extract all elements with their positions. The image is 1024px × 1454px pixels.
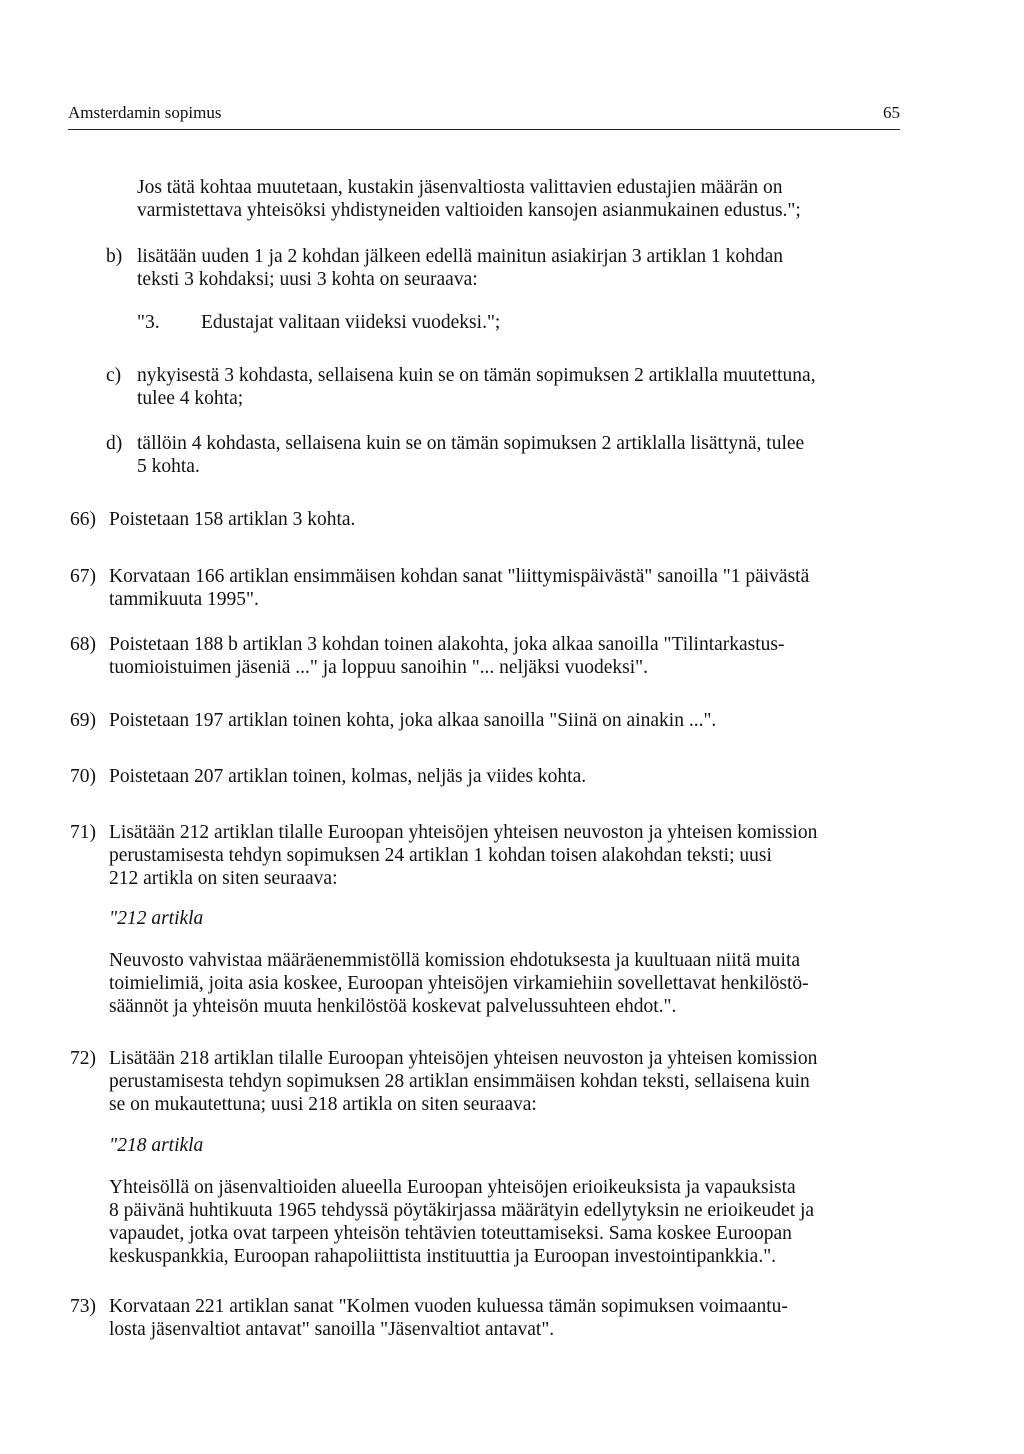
text-line: Korvataan 166 artiklan ensimmäisen kohdan sanat "liittymispäivästä" sanoilla "1 päivästä — [109, 566, 810, 587]
article-218-text — [109, 1176, 899, 1268]
paragraph-66 — [109, 508, 899, 531]
item-d — [137, 432, 899, 478]
text-line: Poistetaan 158 artiklan 3 kohta. — [109, 509, 356, 530]
text-line: Lisätään 218 artiklan tilalle Euroopan yhteisöjen yhteisen neuvoston ja yhteisen komission — [109, 1048, 818, 1069]
text-line: 212 artikla on siten seuraava: — [109, 868, 338, 889]
text-line: toimielimiä, joita asia koskee, Euroopan yhteisöjen virkamiehiin sovellettavat henkilöstö- — [109, 973, 809, 994]
item-label-d: d) — [106, 433, 123, 454]
paragraph-number-71: 71) — [70, 822, 96, 843]
running-title: Amsterdamin sopimus — [68, 103, 222, 122]
text-line: nykyisestä 3 kohdasta, sellaisena kuin se on tämän sopimuksen 2 artiklalla muutettuna, — [137, 365, 816, 386]
text-line: tulee 4 kohta; — [137, 388, 244, 409]
paragraph-68 — [109, 633, 899, 679]
paragraph-number-68: 68) — [70, 634, 96, 655]
text-line: tällöin 4 kohdasta, sellaisena kuin se on tämän sopimuksen 2 artiklalla lisättynä, tulee — [137, 433, 805, 454]
text-line: 8 päivänä huhtikuuta 1965 tehdyssä pöytäkirjassa määrätyin edellytyksin ne erioikeudet ja — [109, 1200, 815, 1221]
text-line: perustamisesta tehdyn sopimuksen 24 artiklan 1 kohdan toisen alakohdan teksti; uusi — [109, 845, 772, 866]
item-label-b: b) — [106, 246, 123, 267]
text-line: Korvataan 221 artiklan sanat "Kolmen vuoden kuluessa tämän sopimuksen voimaantu- — [109, 1296, 788, 1317]
paragraph-70 — [109, 765, 899, 788]
article-212-heading: "212 artikla — [109, 908, 204, 929]
paragraph-73 — [109, 1295, 899, 1341]
text-line: Lisätään 212 artiklan tilalle Euroopan yhteisöjen yhteisen neuvoston ja yhteisen komission — [109, 822, 818, 843]
paragraph-72 — [109, 1047, 899, 1116]
paragraph-number-69: 69) — [70, 710, 96, 731]
item-label-c: c) — [106, 365, 122, 386]
text-line: varmistettava yhteisöksi yhdistyneiden valtioiden kansojen asianmukainen edustus."; — [137, 200, 801, 221]
paragraph-number-66: 66) — [70, 509, 96, 530]
item-b — [137, 245, 899, 291]
article-212-text — [109, 949, 899, 1018]
text-line: tammikuuta 1995". — [109, 589, 259, 610]
intro-paragraph — [137, 176, 899, 222]
text-line: teksti 3 kohdaksi; uusi 3 kohta on seuraava: — [137, 269, 478, 290]
page-header — [68, 103, 900, 130]
paragraph-69 — [109, 709, 899, 732]
text-line: Jos tätä kohtaa muutetaan, kustakin jäsenvaltiosta valittavien edustajien määrän on — [137, 177, 783, 198]
text-line: Poistetaan 207 artiklan toinen, kolmas, neljäs ja viides kohta. — [109, 766, 587, 787]
article-218-heading: "218 artikla — [109, 1135, 204, 1156]
paragraph-number-70: 70) — [70, 766, 96, 787]
text-line: Poistetaan 188 b artiklan 3 kohdan toinen alakohta, joka alkaa sanoilla "Tilintarkastus- — [109, 634, 785, 655]
item-c — [137, 364, 899, 410]
paragraph-number-67: 67) — [70, 566, 96, 587]
paragraph-number-73: 73) — [70, 1296, 96, 1317]
text-line: tuomioistuimen jäseniä ..." ja loppuu sanoihin "... neljäksi vuodeksi". — [109, 657, 648, 678]
text-line: losta jäsenvaltiot antavat" sanoilla "Jäsenvaltiot antavat". — [109, 1319, 555, 1340]
text-line: lisätään uuden 1 ja 2 kohdan jälkeen edellä mainitun asiakirjan 3 artiklan 1 kohdan — [137, 246, 784, 267]
text-line: Poistetaan 197 artiklan toinen kohta, joka alkaa sanoilla "Siinä on ainakin ...". — [109, 710, 717, 731]
text-line: vapaudet, jotka ovat tarpeen yhteisön tehtävien toteuttamiseksi. Sama koskee Euroopan — [109, 1223, 792, 1244]
text-line: keskuspankkia, Euroopan rahapoliittista instituuttia ja Euroopan investointipankkia.". — [109, 1246, 777, 1267]
paragraph-71 — [109, 821, 899, 890]
text-line: Yhteisöllä on jäsenvaltioiden alueella Euroopan yhteisöjen erioikeuksista ja vapauksista — [109, 1177, 796, 1198]
paragraph-67 — [109, 565, 899, 611]
text-line: Neuvosto vahvistaa määräenemmistöllä komission ehdotuksesta ja kuultuaan niitä muita — [109, 950, 801, 971]
text-line: se on mukautettuna; uusi 218 artikla on siten seuraava: — [109, 1094, 537, 1115]
paragraph-number-72: 72) — [70, 1048, 96, 1069]
text-line: säännöt ja yhteisön muuta henkilöstöä koskevat palvelussuhteen ehdot.". — [109, 996, 677, 1017]
quote-label-3: "3. — [137, 312, 160, 333]
text-line: perustamisesta tehdyn sopimuksen 28 artiklan ensimmäisen kohdan teksti, sellaisena kuin — [109, 1071, 810, 1092]
text-line: 5 kohta. — [137, 456, 200, 477]
page-number: 65 — [883, 103, 900, 122]
quote-3-text: Edustajat valitaan viideksi vuodeksi."; — [201, 312, 501, 333]
